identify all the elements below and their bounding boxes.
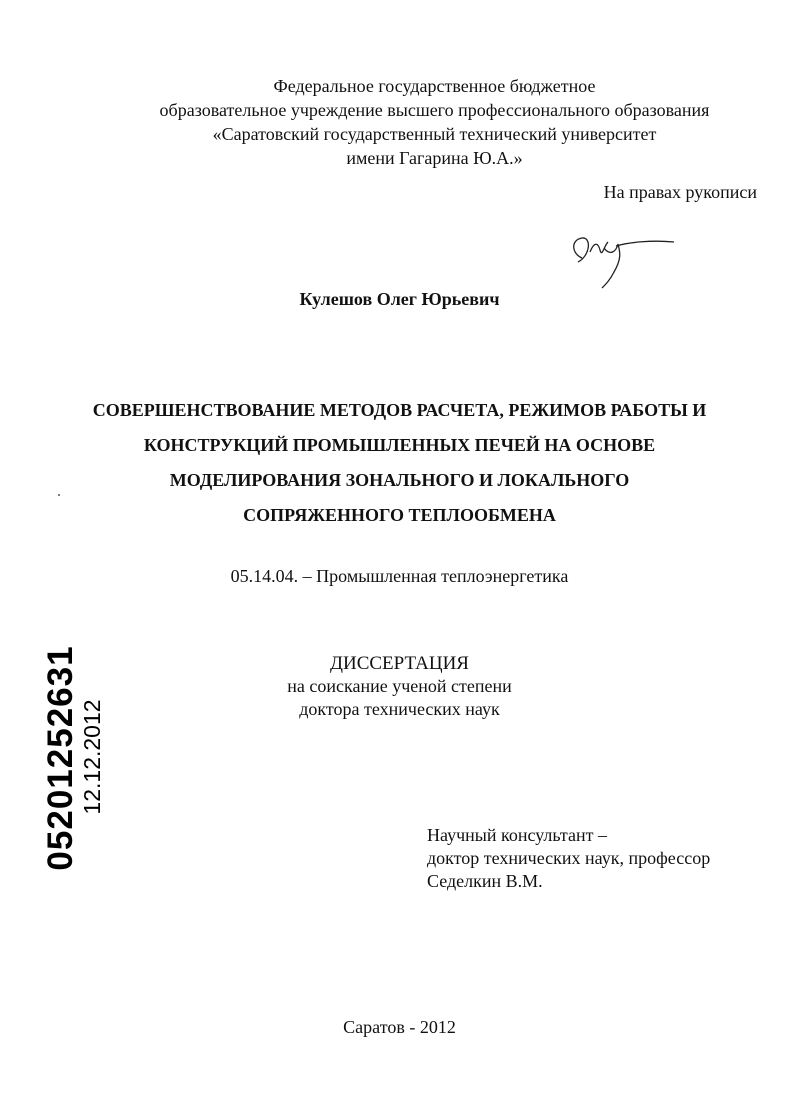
specialty-code: 05.14.04. – Промышленная теплоэнергетика (230, 566, 569, 586)
institution-block (0, 74, 799, 170)
institution-line-2: образовательное учреждение высшего профессионального образования (159, 100, 710, 120)
author-name: Кулешов Олег Юрьевич (299, 289, 500, 309)
consultant-line-2: доктор технических наук, профессор (427, 848, 711, 868)
title-line-2: КОНСТРУКЦИЙ ПРОМЫШЛЕННЫХ ПЕЧЕЙ НА ОСНОВЕ (143, 435, 656, 455)
consultant-line-3: Седелкин В.М. (427, 871, 543, 891)
city-year: Саратов - 2012 (343, 1017, 456, 1037)
title-line-1: СОВЕРШЕНСТВОВАНИЕ МЕТОДОВ РАСЧЕТА, РЕЖИМОВ РАБОТЫ И (92, 400, 707, 420)
stamp-code: 05201252631 (41, 645, 80, 871)
degree-line-1: на соискание ученой степени (287, 676, 512, 696)
consultant-line-1: Научный консультант – (427, 825, 607, 845)
library-stamp (32, 645, 105, 880)
manuscript-rights-note: На правах рукописи (603, 182, 757, 202)
institution-line-3: «Саратовский государственный технический университет (212, 124, 657, 144)
institution-line-1: Федеральное государственное бюджетное (273, 76, 596, 96)
scan-speck (58, 494, 60, 496)
dissertation-degree-block (0, 652, 799, 721)
dissertation-title (0, 393, 799, 533)
degree-line-2: доктора технических наук (299, 699, 500, 719)
institution-line-4: имени Гагарина Ю.А.» (346, 148, 523, 168)
stamp-date: 12.12.2012 (79, 699, 105, 815)
scientific-consultant-block (427, 824, 710, 893)
signature-mark (568, 228, 680, 290)
title-line-3: МОДЕЛИРОВАНИЯ ЗОНАЛЬНОГО И ЛОКАЛЬНОГО (169, 470, 630, 490)
dissertation-heading: ДИССЕРТАЦИЯ (330, 653, 469, 674)
title-line-4: СОПРЯЖЕННОГО ТЕПЛООБМЕНА (243, 505, 556, 525)
